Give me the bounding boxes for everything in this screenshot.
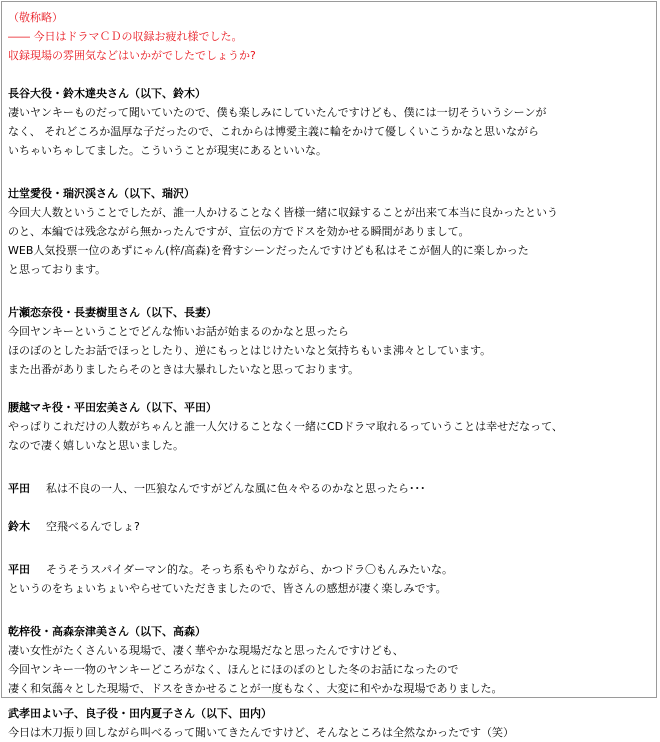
dialogue-speaker: 平田 (8, 563, 30, 576)
speaker-heading-mizusawa: 辻堂愛役・瑞沢渓さん（以下、瑞沢） (8, 187, 195, 200)
answer-line: また出番がありましたらそのときは大暴れしたいなと思っております。 (8, 363, 360, 376)
answer-line: 今回ヤンキーということでどんな怖いお話が始まるのかなと思ったら (8, 325, 349, 338)
answer-line: 凄いヤンキーものだって聞いていたので、僕も楽しみにしていたんですけども、僕には一切そういうシーンが (8, 106, 547, 119)
answer-line: 凄い女性がたくさんいる現場で、凄く華やかな現場だなと思ったんですけども、 (8, 644, 404, 657)
speaker-heading-nagatsuma: 片瀬恋奈役・長妻樹里さん（以下、長妻） (8, 306, 217, 319)
interview-question-line-2: 収録現場の雰囲気などはいかがでしたでしょうか? (8, 49, 256, 62)
dialogue-line (8, 560, 656, 579)
dialogue-speaker: 鈴木 (8, 520, 30, 533)
answer-line: のと、本編では残念ながら無かったんですが、宣伝の方でドスを効かせる瞬間がありまして。 (8, 225, 470, 238)
answer-line: 今回大人数ということでしたが、誰一人かけることなく皆様一緒に収録することが出来て本当に良かったという (8, 206, 558, 219)
answer-line: 凄く和気藹々とした現場で、ドスをきかせることが一度もなく、大変に和やかな現場でありました。 (8, 682, 503, 695)
answer-line: WEB人気投票一位のあずにゃん(梓/高森)を脅すシーンだったんですけども私はそこが個人的に楽しかった (8, 244, 529, 257)
dialogue-line (8, 517, 656, 536)
dialogue-continuation: というのをちょいちょいやらせていただきましたので、皆さんの感想が凄く楽しみです。 (8, 582, 447, 595)
dialogue-line (8, 479, 656, 498)
speaker-heading-hirata: 腰越マキ役・平田宏美さん（以下、平田） (8, 401, 217, 414)
answer-line: やっぱりこれだけの人数がちゃんと誰一人欠けることなく一緒にCDドラマ取れるっていうことは幸せだなって、 (8, 420, 563, 433)
dialogue-speaker: 平田 (8, 482, 30, 495)
answer-line: と思っております。 (8, 263, 107, 276)
omission-note: （敬称略） (8, 11, 63, 24)
article-frame (1, 1, 657, 739)
dialogue-text: 私は不良の一人、一匹狼なんですがどんな風に色々やるのかなと思ったら･･･ (46, 482, 426, 495)
answer-line: いちゃいちゃしてました。こういうことが現実にあるといいな。 (8, 144, 327, 157)
answer-line: 今回ヤンキー一物のヤンキーどころがなく、ほんとにほのぼのとした冬のお話になったので (8, 663, 459, 676)
answer-line: 今日は木刀振り回しながら叫べるって聞いてきたんですけど、そんなところは全然なかったです（笑） (8, 726, 514, 739)
answer-line: ほのぼのとしたお話でほっとしたり、逆にもっとはじけたいなと気持ちもいま沸々としています。 (8, 344, 492, 357)
answer-line: なので凄く嬉しいなと思いました。 (8, 439, 184, 452)
speaker-heading-tauchi: 武孝田よい子、良子役・田内夏子さん（以下、田内） (8, 707, 272, 720)
interview-question-line-1: ―― 今日はドラマＣＤの収録お疲れ様でした。 (8, 30, 243, 43)
interview-content (2, 2, 656, 742)
speaker-heading-takamori: 乾梓役・高森奈津美さん（以下、高森） (8, 625, 206, 638)
speaker-heading-suzuki: 長谷大役・鈴木達央さん（以下、鈴木） (8, 87, 206, 100)
dialogue-text: 空飛べるんでしょ? (46, 520, 140, 533)
answer-line: なく、 それどころか温厚な子だったので、これからは博愛主義に輪をかけて優しくいこうかなと思いながら (8, 125, 540, 138)
dialogue-text: そうそうスパイダーマン的な。そっち系もやりながら、かつドラ〇もんみたいな。 (46, 563, 453, 576)
